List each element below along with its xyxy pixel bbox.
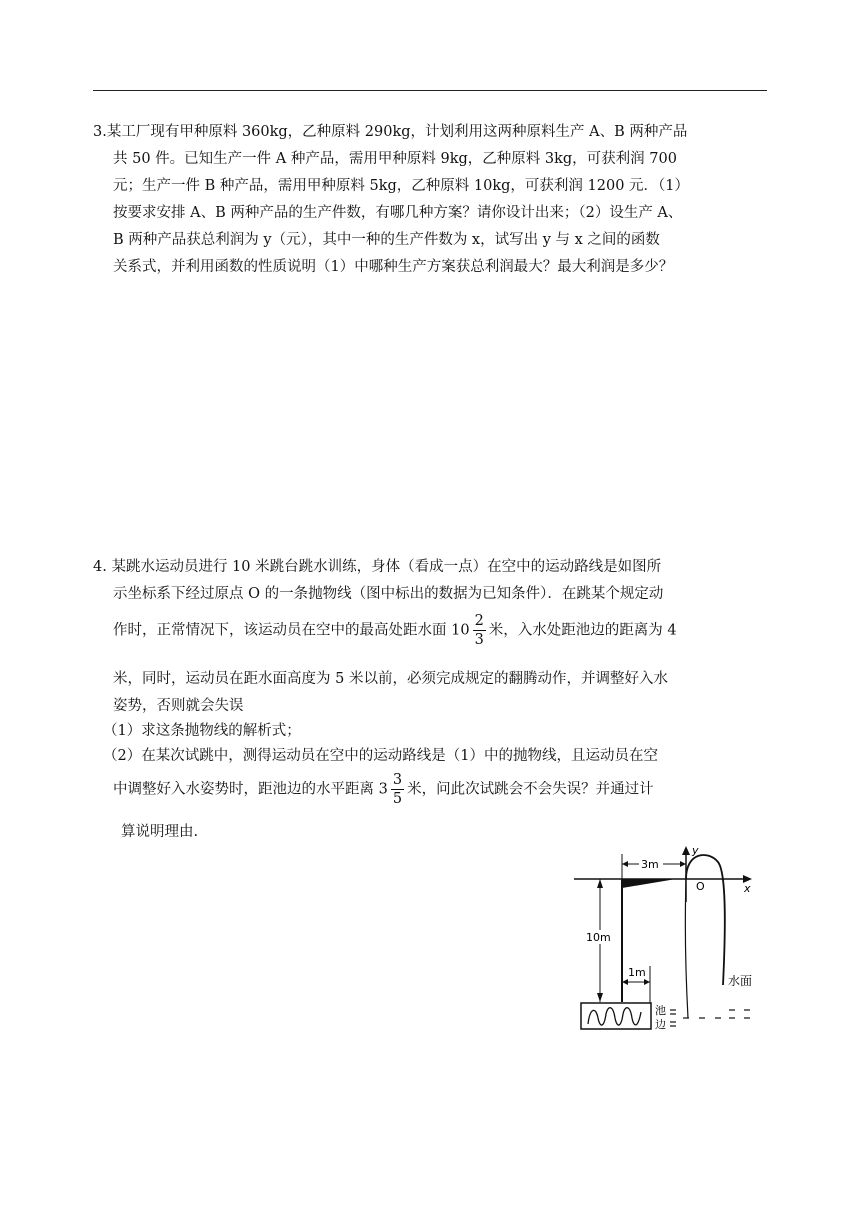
dimension-3m-arrow-right: [680, 861, 686, 867]
dimension-10m-arrow-top: [597, 879, 603, 888]
q4-line-4: 米，同时，运动员在距水面高度为 5 米以前，必须完成规定的翻腾动作，并调整好入水: [113, 671, 668, 687]
header-rule: [93, 90, 767, 91]
q4-line-3-text-a: 作时，正常情况下，该运动员在空中的最高处距水面 10: [113, 622, 470, 639]
q4-sub-1: （1）求这条抛物线的解析式；: [103, 723, 301, 739]
y-axis-arrow: [682, 846, 690, 855]
q3-line-3: 元；生产一件 B 种产品，需用甲种原料 5kg，乙种原料 10kg，可获利润 1200 元．（1）: [113, 178, 689, 194]
q3-line-4: 按要求安排 A、B 两种产品的生产件数，有哪几种方案？请你设计出来；（2）设生产 A、: [113, 205, 683, 221]
diving-diagram: [568, 842, 768, 1040]
water-dashes: [670, 1010, 750, 1026]
fraction-numerator: 2: [474, 613, 484, 629]
q4-line-3: [113, 612, 677, 649]
q4-line-1: 4. 某跳水运动员进行 10 米跳台跳水训练，身体（看成一点）在空中的运动路线是如图所: [93, 559, 662, 575]
fraction-denominator: 3: [474, 632, 484, 648]
q4-sub-2-line-1: （2）在某次试跳中，测得运动员在空中的运动路线是（1）中的抛物线，且运动员在空: [103, 748, 658, 764]
dimension-10m-arrow-bottom: [597, 993, 603, 1002]
y-axis-label: y: [692, 844, 699, 857]
q3-line-2: 共 50 件。已知生产一件 A 种产品，需用甲种原料 9kg，乙种原料 3kg，可获利润 700: [113, 151, 677, 167]
dimension-3m-label: 3m: [641, 858, 659, 871]
dimension-1m-arrow-right: [644, 979, 650, 985]
x-axis-label: x: [744, 882, 751, 895]
q3-line-6: 关系式，并利用函数的性质说明（1）中哪种生产方案获总利润最大？最大利润是多少？: [113, 259, 674, 275]
pool-edge-label-1: 池: [655, 1004, 666, 1017]
q4-sub-2-text-a: 中调整好入水姿势时，距池边的水平距离 3: [113, 781, 388, 798]
origin-label: O: [696, 880, 705, 893]
q4-line-5: 姿势，否则就会失误: [113, 698, 244, 714]
dimension-3m-arrow-left: [622, 861, 628, 867]
q4-sub-2-line-2: [113, 771, 654, 808]
q3-line-5: B 两种产品获总利润为 y（元），其中一种的生产件数为 x，试写出 y 与 x 之间的函数: [113, 232, 660, 248]
water-surface-label: 水面: [728, 974, 753, 988]
dimension-1m-label: 1m: [628, 966, 646, 979]
q3-line-1: 3.某工厂现有甲种原料 360kg，乙种原料 290kg，计划利用这两种原料生产 A、B 两种产品: [93, 124, 688, 140]
q4-sub-2-line-3: 算说明理由.: [121, 824, 199, 840]
diving-diagram-svg: [568, 842, 768, 1040]
diving-platform: [622, 879, 676, 888]
q4-line-2: 示坐标系下经过原点 O 的一条抛物线（图中标出的数据为已知条件）．在跳某个规定动: [113, 586, 664, 602]
trajectory-parabola: [686, 855, 725, 985]
pool-edge-label-2: 边: [655, 1018, 666, 1031]
q4-sub-2-text-b: 米，问此次试跳会不会失误？并通过计: [407, 781, 654, 798]
q4-line-3-text-b: 米，入水处距池边的距离为 4: [488, 622, 677, 639]
fraction-two-thirds: [473, 612, 486, 649]
fraction-three-fifths: [391, 771, 404, 808]
fraction-numerator: 3: [392, 772, 403, 788]
fraction-denominator: 5: [392, 791, 403, 807]
dimension-10m-label: 10m: [586, 931, 611, 944]
